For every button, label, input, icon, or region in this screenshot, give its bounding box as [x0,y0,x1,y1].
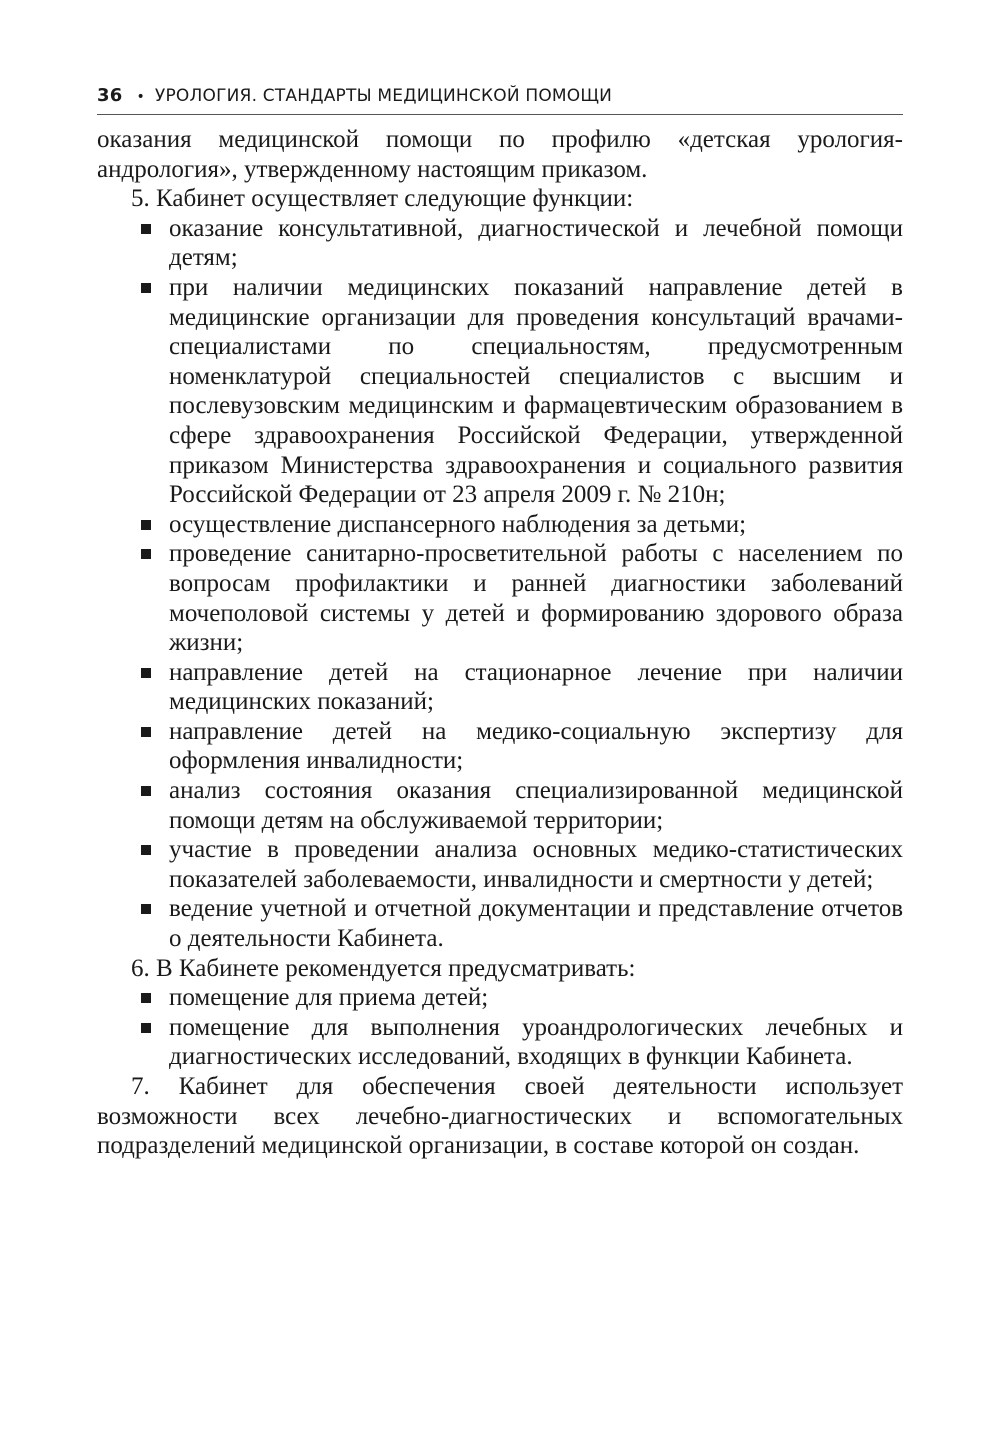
document-page [97,84,903,1161]
list-item: ведение учетной и отчетной документации и представление отчетов о деятельности Кабинета. [97,894,903,953]
list-item: помещение для приема детей; [97,983,903,1013]
header-separator: • [136,89,145,105]
list-item: при наличии медицинских показаний направление детей в медицинские организации для проведения консультаций врачами-специалистами по специальностям, предусмотренным номенклатурой специальностей специалистов с высшим и послевузовским медицинским и фармацевтическим образованием в сфере здравоохранения Российской Федерации, утвержденной приказом Министерства здравоохранения и социального развития Российской Федерации от 23 апреля 2009 г. № 210н; [97,273,903,510]
square-bullet-icon [141,520,151,530]
running-header [97,84,903,115]
list-item: проведение санитарно-просветительной работы с населением по вопросам профилактики и ранней диагностики заболеваний мочеполовой системы у детей и формированию здорового образа жизни; [97,539,903,657]
list-item: направление детей на стационарное лечение при наличии медицинских показаний; [97,658,903,717]
list-item: оказание консультативной, диагностической и лечебной помощи детям; [97,214,903,273]
header-title: УРОЛОГИЯ. СТАНДАРТЫ МЕДИЦИНСКОЙ ПОМОЩИ [154,86,613,106]
square-bullet-icon [141,993,151,1003]
section-6-list [97,983,903,1072]
section-6-heading: 6. В Кабинете рекомендуется предусматривать: [131,954,636,982]
list-item: участие в проведении анализа основных медико-статистических показателей заболеваемости, инвалидности и смертности у детей; [97,835,903,894]
square-bullet-icon [141,845,151,855]
square-bullet-icon [141,283,151,293]
square-bullet-icon [141,668,151,678]
square-bullet-icon [141,224,151,234]
list-item: осуществление диспансерного наблюдения за детьми; [97,510,903,540]
square-bullet-icon [141,904,151,914]
section-5-heading: 5. Кабинет осуществляет следующие функции: [131,185,634,213]
square-bullet-icon [141,549,151,559]
square-bullet-icon [141,786,151,796]
page-number: 36 [97,85,123,106]
square-bullet-icon [141,1023,151,1033]
list-item: анализ состояния оказания специализированной медицинской помощи детям на обслуживаемой территории; [97,776,903,835]
list-item: помещение для выполнения уроандрологических лечебных и диагностических исследований, входящих в функции Кабинета. [97,1013,903,1072]
square-bullet-icon [141,727,151,737]
section-7-paragraph: 7. Кабинет для обеспечения своей деятельности использует возможности всех лечебно-диагностических и вспомогательных подразделений медицинской организации, в составе которой он создан. [97,1073,903,1160]
intro-paragraph: оказания медицинской помощи по профилю «детская урология-андрология», утвержденному настоящим приказом. [97,126,903,183]
body-text [97,125,903,1161]
section-5-list [97,214,903,954]
list-item: направление детей на медико-социальную экспертизу для оформления инвалидности; [97,717,903,776]
